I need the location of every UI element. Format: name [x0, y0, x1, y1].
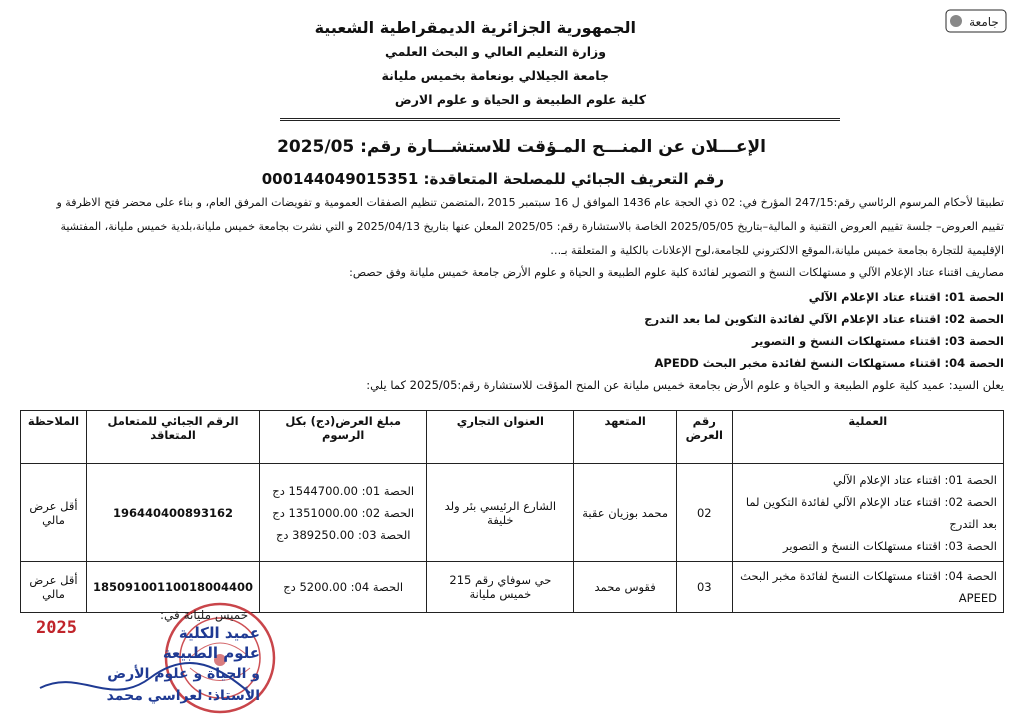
- col-header-address: العنوان التجاري: [427, 411, 574, 464]
- amount-line: الحصة 01: 1544700.00 دج: [272, 483, 415, 498]
- lot-item: الحصة 04: اقتناء مستهلكات النسخ لفائدة مخبر البحث APEDD: [654, 356, 1004, 370]
- signature-line: و الحياة و علوم الأرض: [107, 666, 260, 682]
- signature-line: علوم الطبيعة: [162, 644, 260, 662]
- announcement-line: يعلن السيد: عميد كلية علوم الطبيعة و الحياة و علوم الأرض بجامعة خميس مليانة عن المنح المؤقت للاستشارة رقم:2025/05 كما يلي:: [366, 378, 1004, 392]
- operation-line: الحصة 01: اقتناء عتاد الإعلام الآلي: [832, 472, 997, 487]
- operation-line: الحصة 02: اقتناء عتاد الإعلام الآلي لفائدة التكوين لما بعد التدرج: [745, 494, 997, 531]
- republic-heading: الجمهورية الجزائرية الديمقراطية الشعبية: [314, 18, 636, 37]
- table-header-row: [21, 411, 1004, 464]
- amount-line: الحصة 03: 389250.00 دج: [275, 527, 411, 542]
- amount-cell: [260, 464, 427, 562]
- address-cell: الشارع الرئيسي بئر ولد خليفة: [427, 464, 574, 562]
- lot-item: الحصة 03: اقتناء مستهلكات النسخ و التصوير: [752, 334, 1004, 348]
- amount-line: الحصة 04: 5200.00 دج: [283, 580, 404, 594]
- note-cell: أقل عرض مالي: [21, 464, 87, 562]
- university-heading: جامعة الجيلالي بونعامة بخميس مليانة: [381, 68, 609, 83]
- faculty-heading: كلية علوم الطبيعة و الحياة و علوم الارض: [394, 92, 646, 107]
- table-row: [21, 464, 1004, 562]
- operation-line: الحصة 03: اقتناء مستهلكات النسخ و التصوير: [783, 538, 997, 553]
- signature-line: الأستاذ: لعراسي محمد: [106, 688, 260, 704]
- operation-line: الحصة 04: اقتناء مستهلكات النسخ لفائدة مخبر البحث APEED: [740, 569, 997, 605]
- paragraph-line: تطبيقا لأحكام المرسوم الرئاسي رقم:247/15 المؤرخ في: 02 ذي الحجة عام 1436 الموافق ل 16 سبتمبر 2015 ،المتضمن تنظيم الصفقات العمومية و تفويضات المرفق العام، و بناء على محضر فتح الاظرفة و: [56, 196, 1004, 209]
- col-header-contractor: المتعهد: [574, 411, 676, 464]
- note-cell: أقل عرض مالي: [21, 562, 87, 613]
- header-rule: [280, 118, 840, 119]
- col-header-amount: مبلغ العرض(دج) بكل الرسوم: [260, 411, 427, 464]
- offer-no-cell: 03: [676, 562, 732, 613]
- tax-id-line: رقم التعريف الجبائي للمصلحة المتعاقدة: 000144049015351: [261, 170, 724, 188]
- amount-line: الحصة 02: 1351000.00 دج: [272, 505, 415, 520]
- operation-cell: [732, 562, 1003, 613]
- col-header-offer-no: رقم العرض: [676, 411, 732, 464]
- award-table: [20, 410, 1004, 613]
- notice-title: الإعـــلان عن المنـــح المـؤقت للاستشـــارة رقم: 2025/05: [277, 137, 766, 157]
- col-header-operation: العملية: [732, 411, 1003, 464]
- signature-line: عميد الكلية: [178, 624, 260, 642]
- ministry-heading: وزارة التعليم العالي و البحث العلمي: [384, 44, 606, 59]
- operation-cell: [732, 464, 1003, 562]
- paragraph-line: مصاريف اقتناء عتاد الإعلام الآلي و مستهلكات النسخ و التصوير لفائدة كلية علوم الطبيعة و الحياة و علوم الأرض جامعة خميس مليانة وفق حصص:: [349, 266, 1004, 279]
- col-header-note: الملاحظة: [21, 411, 87, 464]
- lot-item: الحصة 01: اقتناء عتاد الإعلام الآلي: [808, 290, 1004, 304]
- col-header-tax-id: الرقم الجبائي للمتعامل المتعاقد: [87, 411, 260, 464]
- place-date: خميس مليانة في:: [160, 608, 249, 622]
- offer-no-cell: 02: [676, 464, 732, 562]
- paragraph-line: تقييم العروض– جلسة تقييم العروض التقنية و المالية–بتاريخ 2025/05/05 الخاصة بالاستشارة رقم: 2025/05 المعلن عنها بتاريخ 2025/04/13 و التي نشرت بجامعة خميس مليانة،بلدية خميس مليانة، المفتشية: [60, 220, 1004, 233]
- logo-text: جامعة: [969, 15, 999, 29]
- dean-signature: [20, 608, 270, 718]
- tax-id-cell: 18509100110018004400: [87, 562, 260, 613]
- date-stamp: 2025: [36, 618, 77, 638]
- paragraph-line: الإقليمية للتجارة بجامعة خميس مليانة،الموقع الالكتروني للجامعة،لوح الإعلانات بالكلية و المتعلقة بـ…: [550, 244, 1004, 257]
- address-cell: حي سوفاي رقم 215 خميس مليانة: [427, 562, 574, 613]
- lot-item: الحصة 02: اقتناء عتاد الإعلام الآلي لفائدة التكوين لما بعد التدرج: [644, 312, 1004, 326]
- contractor-cell: فقوس محمد: [574, 562, 676, 613]
- tax-id-cell: 196440400893162: [87, 464, 260, 562]
- header-rule: [280, 120, 840, 121]
- contractor-cell: محمد بوزيان عقبة: [574, 464, 676, 562]
- university-logo: [944, 8, 1008, 34]
